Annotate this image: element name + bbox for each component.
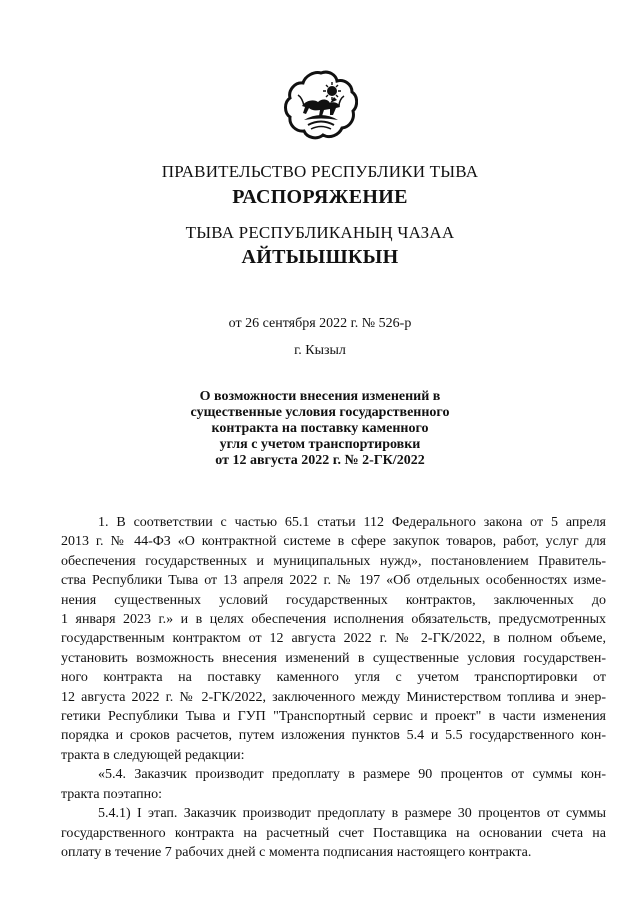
- document-body: [61, 513, 606, 862]
- subject-line: О возможности внесения изменений в: [199, 389, 441, 404]
- subject-line: существенные условия государственного: [190, 405, 450, 420]
- government-title-tuvan: ТЫВА РЕСПУБЛИКАНЫҢ ЧАЗАА: [185, 223, 455, 242]
- body-line: ного контракта на поставку каменного угля с учетом транспортировки от: [61, 670, 606, 686]
- document-type-title: РАСПОРЯЖЕНИЕ: [232, 186, 408, 208]
- body-line: государственного контракта на расчетный счет Поставщика на основании счета на: [61, 825, 606, 841]
- document-city: г. Кызыл: [294, 343, 346, 358]
- government-title: ПРАВИТЕЛЬСТВО РЕСПУБЛИКИ ТЫВА: [161, 162, 479, 181]
- body-line: 5.4.1) I этап. Заказчик производит предоплату в размере 30 процентов от суммы: [98, 806, 606, 822]
- body-line: «5.4. Заказчик производит предоплату в размере 90 процентов от суммы кон-: [98, 767, 606, 783]
- body-line: ства Республики Тыва от 13 апреля 2022 г. № 197 «Об отдельных особенностях изме-: [61, 573, 606, 589]
- body-line: порядка и сроков расчетов, путем изложения пунктов 5.4 и 5.5 государственного кон-: [61, 728, 606, 744]
- body-line: 12 августа 2022 г. № 2-ГК/2022, заключенного между Министерством топлива и энер-: [61, 689, 606, 705]
- document-subject: [0, 389, 640, 469]
- body-line: тракта в следующей редакции:: [61, 747, 245, 763]
- subject-line: контракта на поставку каменного: [211, 421, 429, 436]
- body-line: государственным контрактом от 12 августа 2022 г. № 2-ГК/2022, в полном объеме,: [61, 631, 606, 647]
- body-line: оплату в течение 7 рабочих дней с момента подписания настоящего контракта.: [61, 844, 532, 860]
- body-line: 2013 г. № 44-ФЗ «О контрактной системе в сфере закупок товаров, работ, услуг для: [61, 534, 606, 550]
- body-line: 1 января 2023 г.» и в целях обеспечения исполнения обязательств, предусмотренных: [61, 612, 606, 628]
- subject-line: угля с учетом транспортировки: [219, 437, 421, 452]
- body-line: гетики Республики Тыва и ГУП "Транспортный сервис и проект" в части изменения: [61, 709, 606, 725]
- body-line: нения существенных условий государственных контрактов, заключенных до: [61, 592, 606, 608]
- document-date-number: от 26 сентября 2022 г. № 526-р: [228, 316, 412, 331]
- body-line: обеспечения государственных и муниципальных нужд», постановлением Правитель-: [61, 553, 606, 569]
- body-line: 1. В соответствии с частью 65.1 статьи 112 Федерального закона от 5 апреля: [98, 515, 606, 530]
- subject-line: от 12 августа 2022 г. № 2-ГК/2022: [215, 453, 425, 468]
- document-type-title-tuvan: АЙТЫЫШКЫН: [241, 246, 399, 268]
- coat-of-arms-icon: [284, 70, 358, 140]
- body-line: тракта поэтапно:: [61, 786, 162, 802]
- body-line: установить возможность внесения изменений в существенные условия государствен-: [61, 650, 606, 666]
